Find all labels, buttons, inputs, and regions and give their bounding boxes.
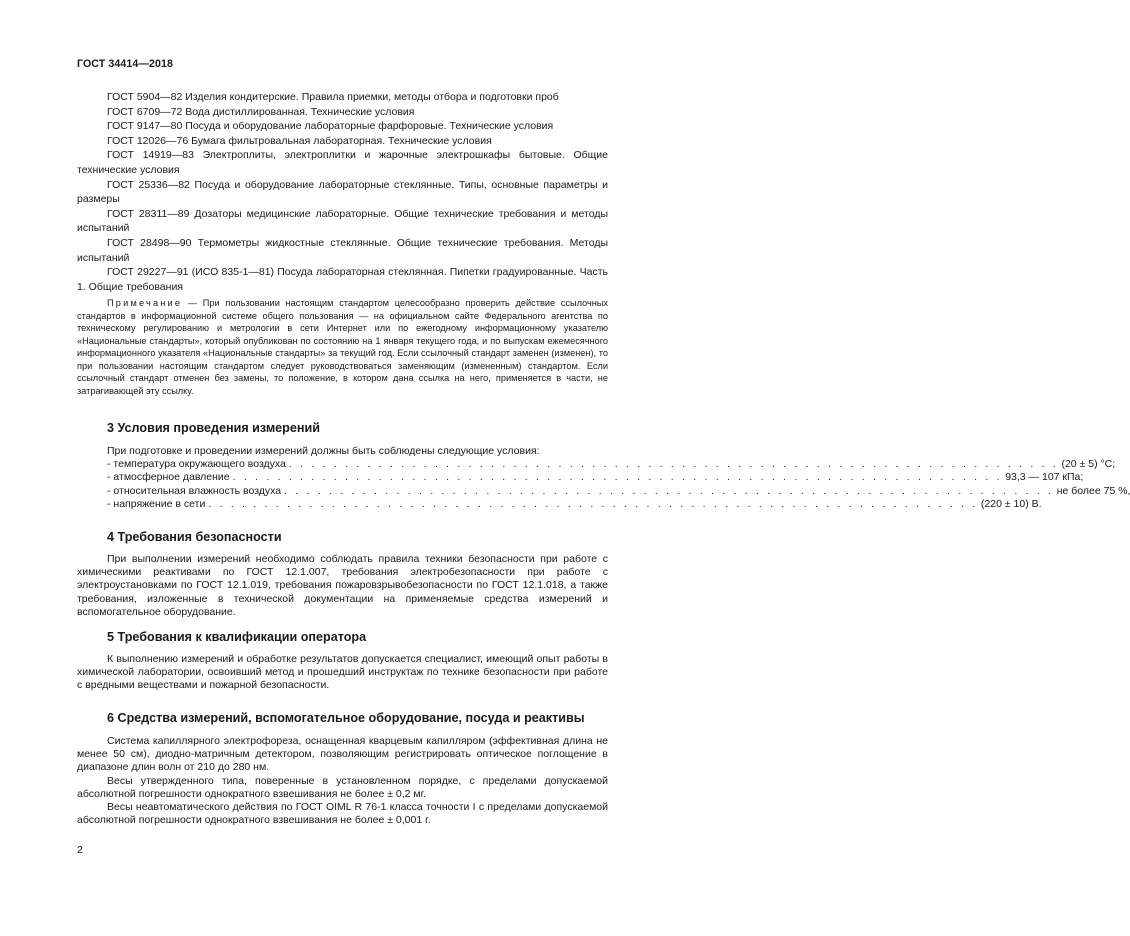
document-header: ГОСТ 34414—2018 <box>77 58 174 70</box>
condition-row <box>77 458 1116 471</box>
condition-value: (220 ± 10) В. <box>980 497 1042 510</box>
reference-item: ГОСТ 9147—80 Посуда и оборудование лабораторные фарфоровые. Технические условия <box>107 120 554 133</box>
page-number: 2 <box>77 844 83 856</box>
reference-item: ГОСТ 28498—90 Термометры жидкостные стеклянные. Общие технические требования. Методы испытаний <box>77 236 608 264</box>
section-title: 5 Требования к квалификации оператора <box>107 630 367 644</box>
leader-dots: . . . . . . . . . . . . . . . . . . . . . . . . . . . . . . . . . . . . . . . . . . . . . . . . . . . . . . . . . . . . . . . . . . . . . <box>232 471 1003 484</box>
leader-dots: . . . . . . . . . . . . . . . . . . . . . . . . . . . . . . . . . . . . . . . . . . . . . . . . . . . . . . . . . . . . . . . . . . . . . <box>284 484 1054 497</box>
note-label: Примечание <box>107 298 183 308</box>
reference-item: ГОСТ 12026—76 Бумага фильтровальная лабораторная. Технические условия <box>107 134 492 147</box>
section-equipment-and-reagents <box>77 711 608 827</box>
body-paragraph: При выполнении измерений необходимо соблюдать правила техники безопасности при работе с химическими реактивами по ГОСТ 12.1.007, требования электробезопасности при работе с электроустановками по ГОСТ 12.1.019, требования пожаровзрывобезопасности по ГОСТ 12.1.018, а также требования, изложенные в технической документации на применяемые средства измерений и вспомогательное оборудование. <box>77 553 608 618</box>
reference-item: ГОСТ 28311—89 Дозаторы медицинские лабораторные. Общие технические требования и методы испытаний <box>77 207 608 235</box>
body-paragraph: Весы неавтоматического действия по ГОСТ OIML R 76-1 класса точности I с пределами допускаемой абсолютной погрешности однократного взвешивания не более ± 0,001 г. <box>77 801 608 827</box>
body-paragraph: К выполнению измерений и обработке результатов допускается специалист, имеющий опыт работы в химической лаборатории, освоивший метод и прошедший инструктаж по технике безопасности при работе с вредными веществами и пожарной безопасности. <box>77 653 608 692</box>
condition-label: - относительная влажность воздуха <box>107 484 282 497</box>
condition-label: - напряжение в сети <box>107 497 206 510</box>
leader-dots: . . . . . . . . . . . . . . . . . . . . . . . . . . . . . . . . . . . . . . . . . . . . . . . . . . . . . . . . . . . . . . . . . . . . . <box>288 458 1059 471</box>
section-measurement-conditions <box>77 421 1130 511</box>
condition-row <box>77 471 1084 484</box>
condition-label: - температура окружающего воздуха <box>107 458 286 471</box>
section-safety-requirements <box>77 530 608 619</box>
section-title: 4 Требования безопасности <box>107 530 282 544</box>
reference-item: ГОСТ 25336—82 Посуда и оборудование лабораторные стеклянные. Типы, основные параметры и размеры <box>77 178 608 206</box>
section-title: 3 Условия проведения измерений <box>107 421 320 435</box>
body-paragraph: Весы утвержденного типа, поверенные в установленном порядке, с пределами допускаемой абсолютной погрешности однократного взвешивания не более ± 0,2 мг. <box>77 774 608 800</box>
condition-value: (20 ± 5) °С; <box>1061 458 1116 471</box>
reference-item: ГОСТ 5904—82 Изделия кондитерские. Правила приемки, методы отбора и подготовки проб <box>107 91 559 103</box>
leader-dots: . . . . . . . . . . . . . . . . . . . . . . . . . . . . . . . . . . . . . . . . . . . . . . . . . . . . . . . . . . . . . . . . . . . . . <box>208 497 978 510</box>
condition-label: - атмосферное давление <box>107 471 230 484</box>
condition-row <box>77 484 1130 498</box>
condition-value: 93,3 — 107 кПа; <box>1005 471 1084 484</box>
reference-item: ГОСТ 14919—83 Электроплиты, электроплитки и жарочные электрошкафы бытовые. Общие технические условия <box>77 149 608 176</box>
condition-value: не более 75 %, <box>1056 484 1130 497</box>
body-paragraph: Система капиллярного электрофореза, оснащенная кварцевым капилляром (эффективная длина не менее 50 см), диодно-матричным детектором, позволяющим регистрировать оптическое поглощение в диапазоне длин волн от 210 до 280 нм. <box>77 735 608 774</box>
conditions-intro: При подготовке и проведении измерений должны быть соблюдены следующие условия: <box>107 445 540 457</box>
condition-row <box>77 497 1042 511</box>
normative-references-list <box>77 90 608 294</box>
section-title: 6 Средства измерений, вспомогательное оборудование, посуда и реактивы <box>107 711 585 725</box>
note-text: — При пользовании настоящим стандартом целесообразно проверить действие ссылочных стандартов в информационной системе общего пользования — на официальном сайте Федерального агентства по техническому регулированию и метрологии в сети Интернет или по ежегодному информационному указателю «Национальные стандарты», который опубликован по состоянию на 1 января текущего года, и по выпускам ежемесячного информационного указателя «Национальные стандарты» за текущий год. Если ссылочный стандарт заменен (изменен), то при пользовании настоящим стандартом следует руководствоваться заменяющим (измененным) стандартом. Если ссылочный стандарт отменен без замены, то положение, в котором дана ссылка на него, применяется в части, не затрагивающей эту ссылку. <box>77 298 608 396</box>
reference-item: ГОСТ 6709—72 Вода дистиллированная. Технические условия <box>107 105 415 118</box>
note-paragraph <box>77 297 608 397</box>
section-operator-qualification <box>77 630 608 693</box>
reference-item: ГОСТ 29227—91 (ИСО 835-1—81) Посуда лабораторная стеклянная. Пипетки градуированные. Часть 1. Общие требования <box>77 266 608 293</box>
